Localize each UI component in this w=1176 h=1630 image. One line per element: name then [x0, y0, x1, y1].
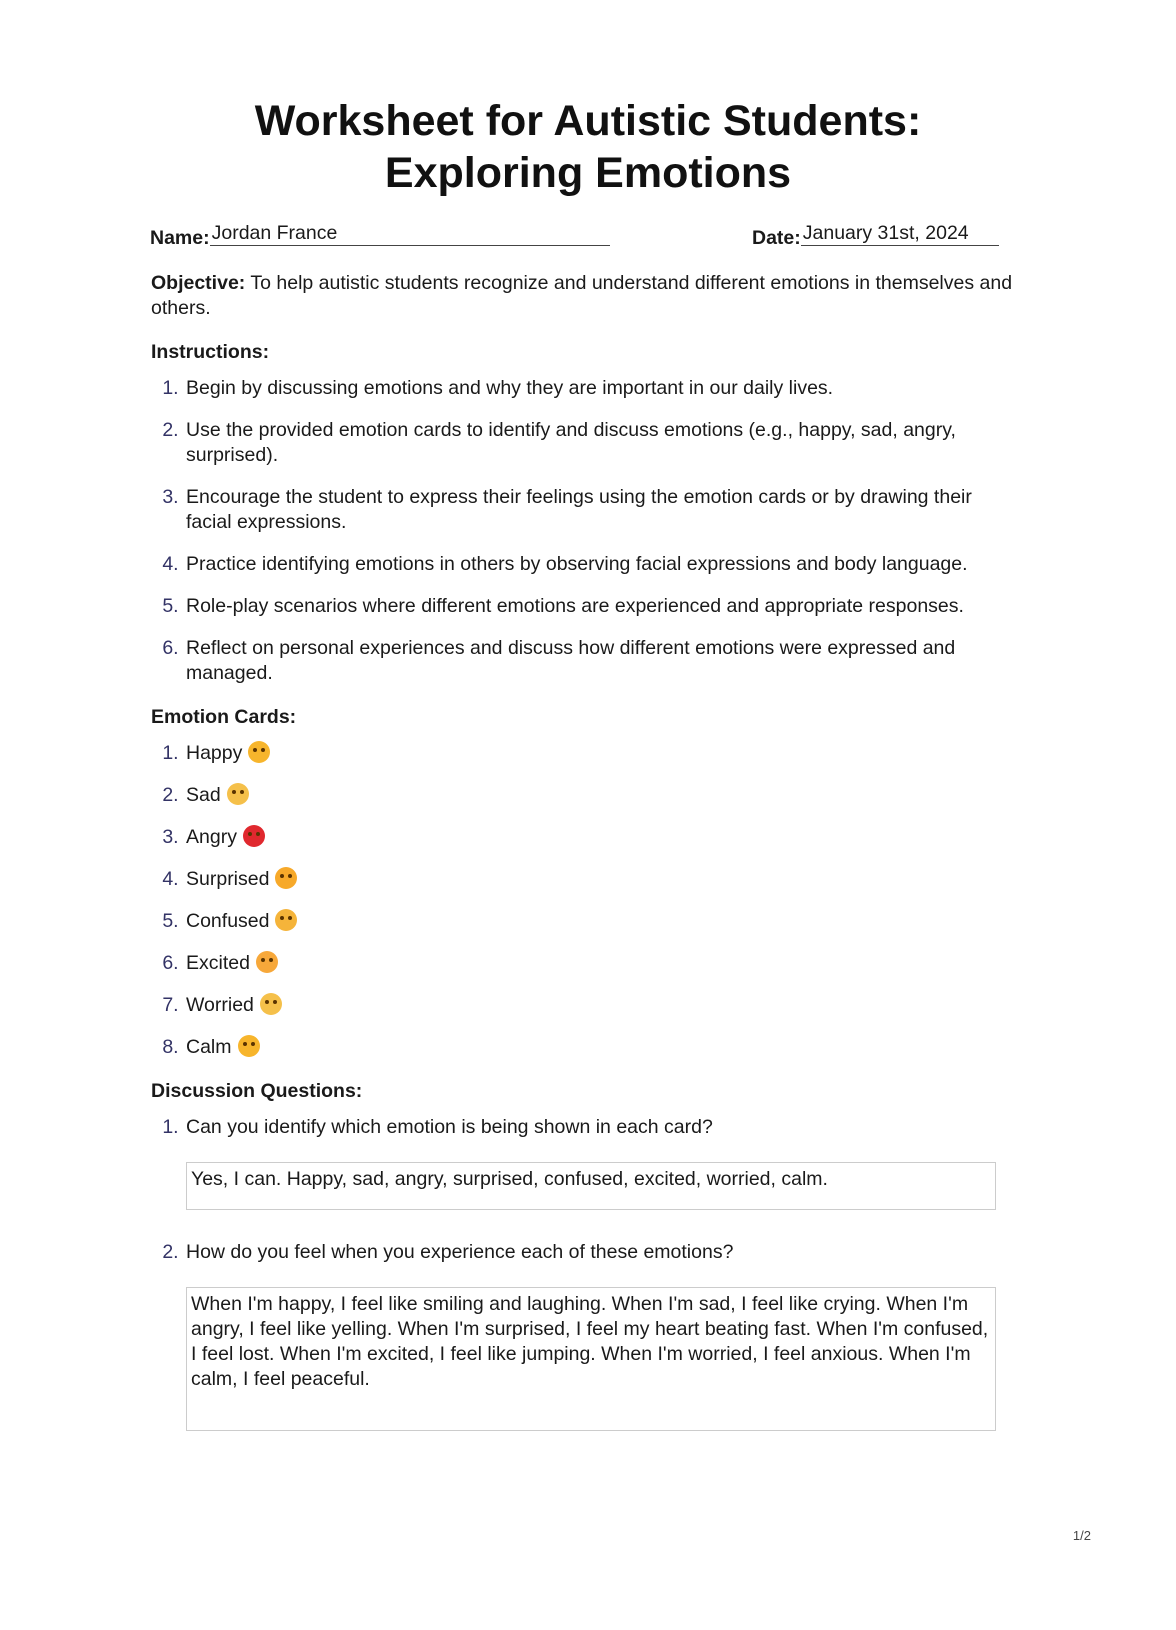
instruction-item: 5. Role-play scenarios where different emotions are experienced and appropriate responses. — [184, 594, 1021, 619]
instruction-item: 1. Begin by discussing emotions and why they are important in our daily lives. — [184, 376, 1021, 401]
instruction-item: 6. Reflect on personal experiences and discuss how different emotions were expressed and managed. — [184, 636, 1021, 686]
date-row — [752, 222, 999, 250]
question-item — [184, 1240, 1021, 1431]
grinning-face-icon — [256, 951, 278, 973]
instruction-item: 4. Practice identifying emotions in others by observing facial expressions and body language. — [184, 552, 1021, 577]
name-label: Name: — [150, 227, 210, 249]
date-label: Date: — [752, 227, 801, 249]
worried-face-icon — [260, 993, 282, 1015]
emotion-label: Confused — [186, 910, 270, 932]
instruction-item: 2. Use the provided emotion cards to identify and discuss emotions (e.g., happy, sad, angry, surprised). — [184, 418, 1021, 468]
date-field[interactable]: January 31st, 2024 — [801, 222, 999, 246]
angry-face-icon — [243, 825, 265, 847]
emotion-label: Excited — [186, 952, 250, 974]
emotion-card-item — [184, 909, 1021, 934]
screaming-face-icon — [275, 867, 297, 889]
emotion-cards-list — [151, 741, 1021, 1060]
emotion-card-item — [184, 825, 1021, 850]
answer-box[interactable]: When I'm happy, I feel like smiling and laughing. When I'm sad, I feel like crying. When I'm angry, I feel like yelling. When I'm surprised, I feel my heart beating fast. When I'm confused, I feel lost. When I'm excited, I feel like jumping. When I'm worried, I feel anxious. When I'm calm, I feel peaceful. — [186, 1287, 996, 1431]
emotion-card-item — [184, 741, 1021, 766]
emotion-label: Surprised — [186, 868, 270, 890]
page-number: 1/2 — [1072, 1528, 1091, 1543]
relieved-face-icon — [238, 1035, 260, 1057]
emotion-label: Sad — [186, 784, 221, 806]
emotion-label: Happy — [186, 742, 243, 764]
thinking-face-icon — [275, 909, 297, 931]
emotion-label: Calm — [186, 1036, 232, 1058]
sad-face-icon — [227, 783, 249, 805]
name-row — [150, 222, 610, 250]
question-text: How do you feel when you experience each of these emotions? — [186, 1241, 734, 1263]
emotion-label: Worried — [186, 994, 254, 1016]
discussion-heading: Discussion Questions: — [151, 1080, 363, 1102]
smiling-face-icon — [248, 741, 270, 763]
question-item — [184, 1115, 1021, 1210]
emotion-card-item — [184, 993, 1021, 1018]
objective-text: To help autistic students recognize and understand different emotions in themselves and others. — [151, 272, 1013, 319]
discussion-questions — [151, 1115, 1021, 1431]
instructions-heading: Instructions: — [151, 341, 270, 363]
instruction-item: 3. Encourage the student to express their feelings using the emotion cards or by drawing their facial expressions. — [184, 485, 1021, 535]
emotion-card-item — [184, 1035, 1021, 1060]
question-text: Can you identify which emotion is being shown in each card? — [186, 1116, 713, 1138]
emotion-card-item — [184, 783, 1021, 808]
emotion-card-item — [184, 867, 1021, 892]
page-title: Worksheet for Autistic Students: Exploring Emotions — [254, 97, 922, 197]
answer-box[interactable]: Yes, I can. Happy, sad, angry, surprised, confused, excited, worried, calm. — [186, 1162, 996, 1210]
objective — [151, 271, 1021, 321]
worksheet-content — [151, 271, 1021, 1461]
name-field[interactable]: Jordan France — [210, 222, 610, 246]
instructions-list — [151, 376, 1021, 686]
objective-label: Objective: — [151, 272, 246, 294]
emotion-card-item — [184, 951, 1021, 976]
emotion-label: Angry — [186, 826, 237, 848]
emotion-cards-heading: Emotion Cards: — [151, 706, 297, 728]
